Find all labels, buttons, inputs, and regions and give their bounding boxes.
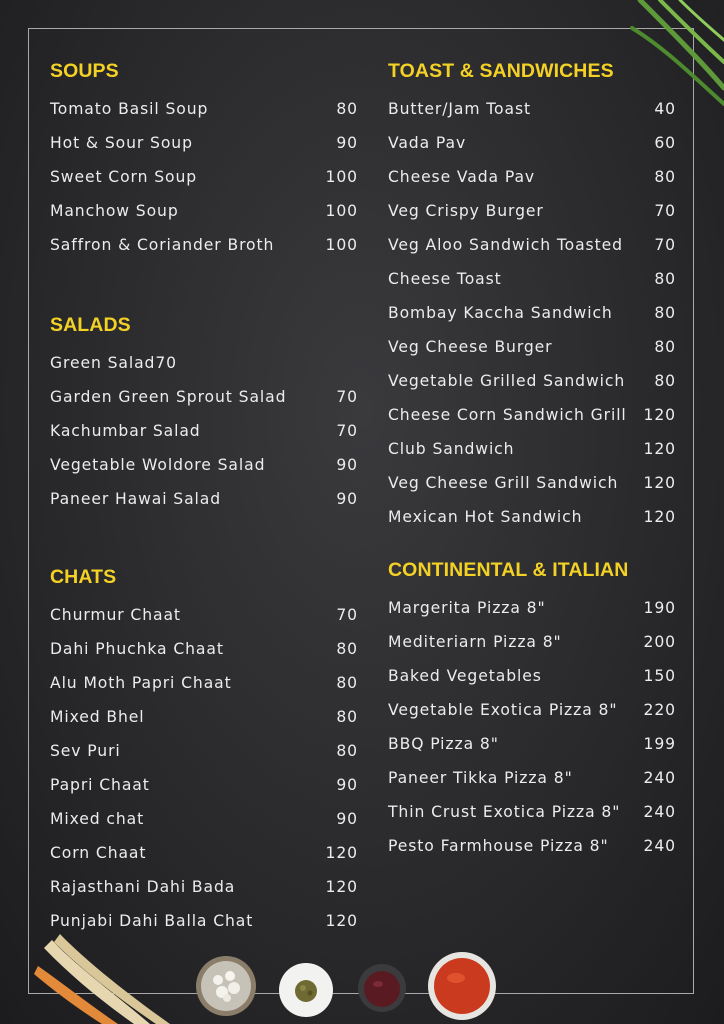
- item-name: Mediteriarn Pizza 8": [388, 633, 562, 651]
- item-name: Kachumbar Salad: [50, 422, 201, 440]
- item-price: 90: [336, 810, 358, 828]
- menu-section-salads: [50, 312, 358, 523]
- list-item: [388, 836, 676, 870]
- list-item: [50, 741, 358, 775]
- item-name: Hot & Sour Soup: [50, 134, 193, 152]
- list-item: [50, 489, 358, 523]
- menu-section-toast-sandwiches: [388, 58, 676, 541]
- item-name: Corn Chaat: [50, 844, 147, 862]
- list-item: [388, 167, 676, 201]
- list-item: [50, 673, 358, 707]
- list-item: [388, 666, 676, 700]
- item-name: Punjabi Dahi Balla Chat: [50, 912, 254, 930]
- herb-bowl-icon: [276, 960, 336, 1020]
- list-item: [50, 99, 358, 133]
- item-name: Bombay Kaccha Sandwich: [388, 304, 613, 322]
- list-item: [388, 700, 676, 734]
- item-price: 70: [654, 236, 676, 254]
- item-name: Paneer Tikka Pizza 8": [388, 769, 573, 787]
- item-name: Saffron & Coriander Broth: [50, 236, 275, 254]
- section-title: SOUPS: [50, 60, 119, 82]
- list-item: [50, 605, 358, 639]
- item-price: 120: [643, 474, 676, 492]
- item-name: Rajasthani Dahi Bada: [50, 878, 236, 896]
- list-item: [50, 877, 358, 911]
- item-name: Cheese Toast: [388, 270, 502, 288]
- section-items: [388, 598, 676, 870]
- item-price: 150: [643, 667, 676, 685]
- list-item: [50, 387, 358, 421]
- item-price: 220: [643, 701, 676, 719]
- list-item: [388, 768, 676, 802]
- item-price: 90: [336, 456, 358, 474]
- item-name: Butter/Jam Toast: [388, 100, 531, 118]
- list-item: [388, 235, 676, 269]
- section-title: CONTINENTAL & ITALIAN: [388, 559, 629, 581]
- item-price: 100: [325, 236, 358, 254]
- list-item: [388, 598, 676, 632]
- item-name: Vada Pav: [388, 134, 467, 152]
- section-title: SALADS: [50, 314, 131, 336]
- spring-onion-icon: [630, 0, 724, 110]
- item-name: Thin Crust Exotica Pizza 8": [388, 803, 621, 821]
- sauce-bowl-icon: [356, 962, 408, 1014]
- item-price: 200: [643, 633, 676, 651]
- item-name: Veg Cheese Grill Sandwich: [388, 474, 619, 492]
- list-item: [50, 201, 358, 235]
- item-name: Cheese Corn Sandwich Grill: [388, 406, 627, 424]
- item-name: Cheese Vada Pav: [388, 168, 536, 186]
- item-name: Veg Cheese Burger: [388, 338, 553, 356]
- item-name: Sweet Corn Soup: [50, 168, 198, 186]
- item-price: 120: [325, 844, 358, 862]
- list-item: [50, 353, 358, 387]
- menu-section-chats: [50, 564, 358, 945]
- item-price: 240: [643, 837, 676, 855]
- item-price: 70: [654, 202, 676, 220]
- item-name: Margerita Pizza 8": [388, 599, 546, 617]
- menu-section-soups: [50, 58, 358, 269]
- item-price: 90: [336, 134, 358, 152]
- list-item: [388, 439, 676, 473]
- item-price: 100: [325, 168, 358, 186]
- item-price: 80: [336, 674, 358, 692]
- section-items: [50, 353, 358, 523]
- tomato-sauce-bowl-icon: [424, 948, 500, 1024]
- item-price: 100: [325, 202, 358, 220]
- carrot-icon: [30, 930, 170, 1024]
- list-item: [50, 707, 358, 741]
- item-price: 70: [336, 422, 358, 440]
- item-name: Dahi Phuchka Chaat: [50, 640, 224, 658]
- list-item: [388, 507, 676, 541]
- list-item: [388, 337, 676, 371]
- item-price: 80: [654, 304, 676, 322]
- item-name: Papri Chaat: [50, 776, 150, 794]
- item-name: Mexican Hot Sandwich: [388, 508, 583, 526]
- item-name: Tomato Basil Soup: [50, 100, 209, 118]
- item-name: Churmur Chaat: [50, 606, 181, 624]
- item-price: 120: [325, 878, 358, 896]
- item-price: 80: [336, 100, 358, 118]
- section-items: [50, 99, 358, 269]
- item-name: Veg Aloo Sandwich Toasted: [388, 236, 623, 254]
- item-name: Baked Vegetables: [388, 667, 542, 685]
- item-price: 190: [643, 599, 676, 617]
- section-title: CHATS: [50, 566, 117, 588]
- list-item: [50, 809, 358, 843]
- list-item: [388, 405, 676, 439]
- item-name: Vegetable Grilled Sandwich: [388, 372, 626, 390]
- item-price: 90: [336, 490, 358, 508]
- section-items: [50, 605, 358, 945]
- list-item: [388, 371, 676, 405]
- item-price: 199: [643, 735, 676, 753]
- item-price: 120: [643, 440, 676, 458]
- list-item: [50, 639, 358, 673]
- item-name: Manchow Soup: [50, 202, 179, 220]
- item-price: 80: [654, 372, 676, 390]
- list-item: [388, 473, 676, 507]
- item-name: Alu Moth Papri Chaat: [50, 674, 232, 692]
- item-name: Mixed chat: [50, 810, 145, 828]
- item-price: 80: [654, 168, 676, 186]
- list-item: [50, 235, 358, 269]
- chopped-onion-bowl-icon: [194, 954, 258, 1018]
- item-price: 80: [654, 270, 676, 288]
- section-items: [388, 99, 676, 541]
- item-name: Paneer Hawai Salad: [50, 490, 222, 508]
- list-item: [50, 775, 358, 809]
- list-item: [388, 133, 676, 167]
- item-price: 120: [643, 508, 676, 526]
- item-name: Club Sandwich: [388, 440, 515, 458]
- item-name: Mixed Bhel: [50, 708, 145, 726]
- item-price: 120: [643, 406, 676, 424]
- item-name: BBQ Pizza 8": [388, 735, 499, 753]
- list-item: [50, 167, 358, 201]
- list-item: [388, 269, 676, 303]
- list-item: [388, 201, 676, 235]
- item-price: 60: [654, 134, 676, 152]
- item-price: 120: [325, 912, 358, 930]
- list-item: [388, 802, 676, 836]
- list-item: [388, 632, 676, 666]
- item-name: Garden Green Sprout Salad: [50, 388, 287, 406]
- list-item: [388, 734, 676, 768]
- list-item: [50, 133, 358, 167]
- item-price: 80: [336, 742, 358, 760]
- item-price: 80: [336, 708, 358, 726]
- item-name: Vegetable Woldore Salad: [50, 456, 266, 474]
- item-name: Sev Puri: [50, 742, 121, 760]
- item-price: 70: [155, 354, 177, 372]
- item-price: 240: [643, 803, 676, 821]
- list-item: [50, 455, 358, 489]
- item-name: Vegetable Exotica Pizza 8": [388, 701, 618, 719]
- section-title: TOAST & SANDWICHES: [388, 60, 614, 82]
- item-price: 70: [336, 388, 358, 406]
- item-name: Veg Crispy Burger: [388, 202, 544, 220]
- item-price: 90: [336, 776, 358, 794]
- item-price: 80: [336, 640, 358, 658]
- item-price: 40: [654, 100, 676, 118]
- item-name: Pesto Farmhouse Pizza 8": [388, 837, 609, 855]
- item-price: 80: [654, 338, 676, 356]
- menu-section-continental-italian: [388, 557, 676, 870]
- list-item: [388, 303, 676, 337]
- item-price: 240: [643, 769, 676, 787]
- list-item: [50, 421, 358, 455]
- list-item: [50, 843, 358, 877]
- item-name: Green Salad: [50, 354, 156, 372]
- item-price: 70: [336, 606, 358, 624]
